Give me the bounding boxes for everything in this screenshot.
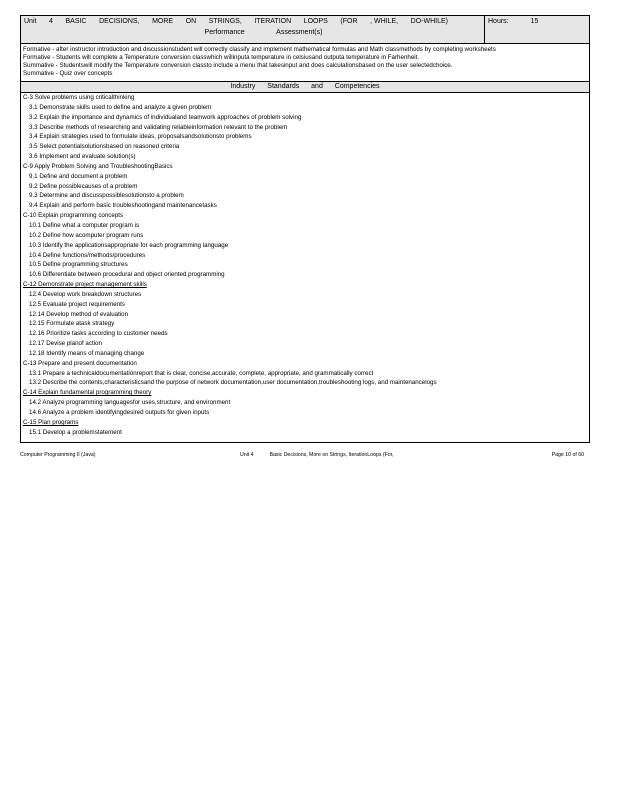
performance-assessment-heading: Performance Assessment(s) (204, 29, 323, 36)
title-word: ITERATION (254, 18, 292, 25)
competency-item: 10.1 Define what a computer program is (29, 221, 140, 229)
competency-heading: C-13 Prepare and present documentation (23, 359, 137, 367)
competency-heading: C-9 Apply Problem Solving and TroubleshootingBasics (23, 162, 173, 170)
competency-item: 3.4 Explain strategies used to formulate ideas, proposalsandsolutionsto problems (29, 133, 252, 141)
competency-item: 10.2 Define how acomputer program runs (29, 231, 144, 239)
title-word: MORE (152, 18, 174, 25)
competency-heading: C-12 Demonstrate project management skills (23, 281, 147, 289)
hours-label: Hours: (488, 18, 509, 25)
standards-list (20, 93, 590, 443)
title-word: LOOPS (303, 18, 328, 25)
title-word: , WHILE, (370, 18, 399, 25)
assessment-line: Summative - Studentswill modify the Temperature conversion classto include a menu that takesinput and does calculationsbased on the user selectedchoice. (23, 62, 453, 69)
title-word: DO-WHILE) (410, 18, 448, 25)
assessment-line: Formative - Students will complete a Temperature conversion classwhich willinputa temperature in celsiusand outputa temperature in Farhenheit. (23, 54, 420, 61)
competency-item: 9.4 Explain and perform basic troubleshootingand maintenancetasks (29, 202, 217, 210)
footer-unit-block (240, 452, 470, 458)
competency-item: 10.4 Define functions/methods/procedures (29, 251, 146, 259)
competency-item: 3.1 Demonstrate skills used to define and analyze a given problem (29, 103, 212, 111)
competency-item: 13.2 Describe the contents,characteristicsand the purpose of network documentation,user documentation,troubleshooting logs, and maintenancelogs (29, 379, 437, 387)
competency-item: 3.3 Describe methods of researching and validating reliableinformation relevant to the problem (29, 123, 288, 131)
competency-heading: C-14 Explain fundamental programming theory (23, 389, 152, 397)
competency-item: 13.1 Prepare a technicaldocumentationreport that is clear, concise,accurate, complete, appropriate, and grammatically correct (29, 369, 374, 377)
assessment-line: Summative - Quiz over concepts (23, 70, 113, 77)
unit-title-line (21, 16, 484, 25)
title-word: DECISIONS, (99, 18, 140, 25)
competency-item: 9.2 Define possiblecauses of a problem (29, 182, 138, 190)
unit-header (20, 15, 590, 44)
footer-unit-title: Basic Decisions, More on Strings, IterationLoops (For, (269, 452, 394, 458)
competency-item: 12.14 Develop method of evaluation (29, 310, 129, 318)
page-footer (20, 452, 590, 458)
competency-heading: C-3 Solve problems using criticalthinking (23, 94, 135, 101)
competency-item: 3.5 Select potentialsolutionsbased on reasoned criteria (29, 143, 180, 151)
competency-item: 15.1 Develop a problemstatement (29, 428, 122, 436)
assessment-line: Formative - after instructor introduction and discussionstudent will correctly classify and implement mathematical formulas and Math classmethods by completing worksheets (23, 46, 496, 53)
unit-label: Unit (24, 18, 37, 25)
competency-item: 14.6 Analyze a problem identifyingdesired outputs for given inputs (29, 409, 210, 416)
competency-item: 10.6 Differentiate between procedural and object oriented programming (29, 271, 225, 279)
hours-value: 15 (530, 18, 539, 25)
unit-title-cell (21, 16, 485, 43)
competency-item: 3.6 Implement and evaluate solution(s) (29, 153, 136, 161)
document-page (20, 15, 590, 443)
competency-item: 12.17 Devise planof action (29, 340, 102, 348)
competency-item: 12.18 Identify means of managing change (29, 349, 145, 357)
competency-item: 10.5 Define programming structures (29, 261, 128, 269)
footer-course: Computer Programming II (Java) (20, 452, 96, 458)
competency-item: 9.1 Define and document a problem (29, 172, 128, 180)
competency-item: 12.16 Prioritize tasks according to customer needs (29, 330, 168, 338)
competency-heading: C-15 Plan programs (23, 418, 79, 426)
hours-cell (485, 16, 589, 43)
standards-heading: Industry Standards and Competencies (20, 82, 590, 93)
title-word: ON (185, 18, 197, 25)
competency-item: 12.4 Develop work breakdown structures (29, 290, 142, 298)
competency-item: 12.5 Evaluate project requirements (29, 300, 125, 308)
competency-item: 14.2 Analyze programming languagesfor uses,structure, and environment (29, 399, 231, 407)
competency-item: 10.3 Identify the applicationsappropriate for each programming language (29, 241, 229, 249)
title-word: BASIC (65, 18, 87, 25)
unit-number: 4 (49, 18, 53, 25)
competency-heading: C-10 Explain programming concepts (23, 212, 124, 220)
competency-item: 12.15 Formulate atask strategy (29, 320, 115, 328)
competency-item: 9.3 Determine and discusspossiblesolutionsto a problem (29, 192, 184, 200)
title-word: STRINGS, (208, 18, 242, 25)
competency-item: 3.2 Explain the importance and dynamics of individualand teamwork approaches of problem solving (29, 113, 302, 121)
footer-page-number: Page 10 of 60 (551, 452, 584, 458)
footer-unit: Unit 4 (240, 452, 254, 458)
performance-assessments (20, 44, 590, 82)
title-word: (FOR (340, 18, 358, 25)
